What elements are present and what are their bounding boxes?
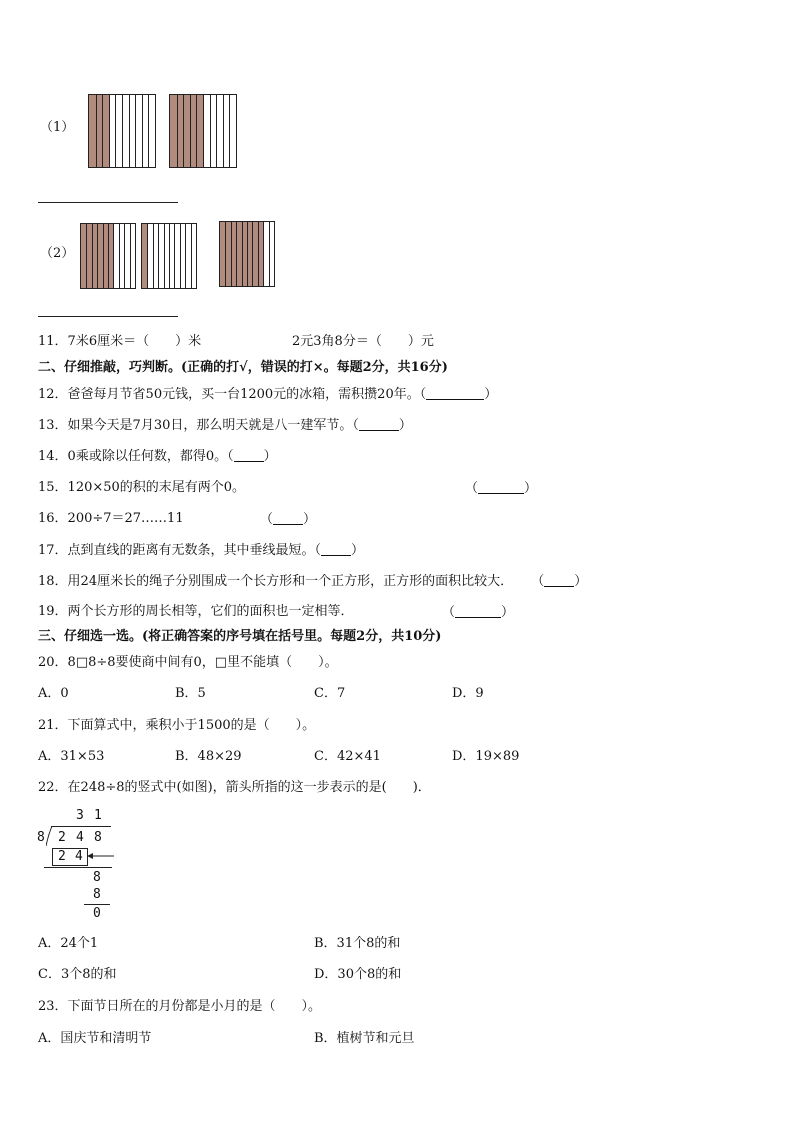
strip-divider [177, 95, 178, 167]
grid-e [219, 221, 275, 287]
answer-line-2 [38, 316, 178, 317]
question-21-option-c[interactable]: C．42×41 [314, 749, 381, 764]
strip-divider [180, 224, 181, 288]
strip-divider [196, 95, 197, 167]
grid-b [169, 94, 237, 168]
step2-top: 8 [93, 870, 101, 885]
question-22-stem: 22．在248÷8的竖式中(如图)，箭头所指的这一步表示的是( )． [38, 780, 431, 795]
figure-1-label: （1） [40, 120, 75, 135]
question-19-text: 19．两个长方形的周长相等，它们的面积也一定相等． [38, 604, 354, 619]
strip-divider [153, 224, 154, 288]
question-20-stem: 20．8□8÷8要使商中间有0，□里不能填（ ）。 [38, 655, 338, 670]
question-13-text: 13．如果今天是7月30日，那么明天就是八一建军节。（ [38, 418, 359, 433]
step2-bottom: 8 [93, 887, 101, 902]
strip-divider [115, 95, 116, 167]
question-23-stem: 23．下面节日所在的月份都是小月的是（ ）。 [38, 999, 322, 1014]
question-19-close: ） [501, 605, 515, 620]
strip-divider [102, 95, 103, 167]
quotient-digit-1: 3 [76, 808, 84, 823]
step1-digit-1: 2 [58, 849, 66, 864]
answer-blank-12[interactable] [426, 386, 484, 400]
question-18-close: ） [574, 574, 588, 589]
strip-divider [147, 224, 148, 288]
strip-divider [86, 224, 87, 288]
question-11-right: 2元3角8分＝（ ）元 [292, 334, 434, 349]
step1-digit-2: 4 [75, 849, 83, 864]
strip-divider [119, 224, 120, 288]
question-19-open: （ [442, 605, 456, 620]
question-23-option-a[interactable]: A．国庆节和清明节 [38, 1031, 152, 1046]
question-18-text: 18．用24厘米长的绳子分别围成一个长方形和一个正方形，正方形的面积比较大． [38, 574, 514, 589]
question-22-option-c[interactable]: C．3个8的和 [38, 967, 117, 982]
strip-divider [258, 222, 259, 286]
strip-divider [122, 95, 123, 167]
strip-divider [96, 95, 97, 167]
strip-divider [103, 224, 104, 288]
strip-divider [269, 222, 270, 286]
answer-blank-13[interactable] [359, 417, 399, 431]
dividend-digit-1: 2 [58, 830, 66, 845]
strip-divider [129, 95, 130, 167]
question-21-stem: 21．下面算式中，乘积小于1500的是（ ）。 [38, 718, 316, 733]
question-16-text: 16．200÷7＝27……11 [38, 511, 184, 526]
grid-d [141, 223, 197, 289]
quotient-digit-2: 1 [94, 808, 102, 823]
question-12-text: 12．爸爸每月节省50元钱，买一台1200元的冰箱，需积攒20年。（ [38, 387, 427, 402]
grid-c [80, 223, 136, 289]
question-15-text: 15．120×50的积的末尾有两个0。 [38, 480, 246, 495]
question-23-option-b[interactable]: B．植树节和元旦 [314, 1031, 415, 1046]
arrow-left-icon [87, 851, 115, 861]
question-21-option-d[interactable]: D．19×89 [452, 749, 520, 764]
question-13 [38, 417, 412, 434]
division-line-2 [84, 904, 110, 905]
strip-divider [92, 224, 93, 288]
strip-divider [109, 95, 110, 167]
remainder: 0 [93, 906, 101, 921]
strip-divider [191, 224, 192, 288]
question-12 [38, 386, 497, 403]
divisor: 8 [37, 830, 45, 845]
shaded-region [170, 95, 203, 167]
question-22-option-a[interactable]: A．24个1 [38, 936, 99, 951]
strip-divider [135, 95, 136, 167]
question-17 [38, 542, 364, 559]
question-14-text: 14．0乘或除以任何数，都得0。（ [38, 449, 234, 464]
strip-divider [108, 224, 109, 288]
question-21-option-a[interactable]: A．31×53 [38, 749, 105, 764]
section-2-heading: 二、仔细推敲，巧判断。(正确的打√，错误的打×。每题2分，共16分) [38, 360, 448, 375]
shaded-region [89, 95, 109, 167]
grid-a [88, 94, 156, 168]
answer-line-1 [38, 202, 178, 203]
question-20-option-b[interactable]: B．5 [175, 686, 206, 701]
answer-blank-14[interactable] [234, 448, 264, 462]
strip-divider [236, 222, 237, 286]
question-17-close: ） [351, 543, 365, 558]
strip-divider [203, 95, 204, 167]
strip-divider [242, 222, 243, 286]
question-19-answer [442, 604, 514, 621]
dividend-digit-2: 4 [76, 830, 84, 845]
question-18-open: （ [531, 574, 545, 589]
question-14-close: ） [263, 449, 277, 464]
strip-divider [148, 95, 149, 167]
question-15-close: ） [524, 481, 538, 496]
division-bracket [46, 826, 54, 846]
strip-divider [185, 224, 186, 288]
strip-divider [225, 222, 226, 286]
division-top-bar [51, 826, 111, 827]
strip-divider [113, 224, 114, 288]
strip-divider [229, 95, 230, 167]
dividend-digit-3: 8 [94, 830, 102, 845]
division-line-1 [44, 867, 112, 868]
question-14 [38, 448, 277, 465]
strip-divider [97, 224, 98, 288]
strip-divider [124, 224, 125, 288]
answer-blank-18[interactable] [544, 573, 574, 587]
question-16-close: ） [303, 512, 317, 527]
answer-blank-15[interactable] [478, 480, 524, 494]
strip-divider [174, 224, 175, 288]
answer-blank-17[interactable] [321, 542, 351, 556]
strip-divider [247, 222, 248, 286]
strip-divider [263, 222, 264, 286]
question-22-option-d[interactable]: D．30个8的和 [314, 967, 402, 982]
question-11-left: 11．7米6厘米＝（ ）米 [38, 334, 202, 349]
question-12-close: ） [484, 387, 498, 402]
question-18 [38, 573, 587, 590]
strip-divider [223, 95, 224, 167]
strip-divider [158, 224, 159, 288]
strip-divider [142, 95, 143, 167]
strip-divider [183, 95, 184, 167]
strip-divider [252, 222, 253, 286]
strip-divider [231, 222, 232, 286]
question-20-option-a[interactable]: A．0 [38, 686, 69, 701]
question-16-answer [260, 511, 316, 528]
question-22-option-b[interactable]: B．31个8的和 [314, 936, 401, 951]
question-20-option-c[interactable]: C．7 [314, 686, 346, 701]
section-3-heading: 三、仔细选一选。(将正确答案的序号填在括号里。每题2分，共10分) [38, 629, 442, 644]
strip-divider [190, 95, 191, 167]
question-20-option-d[interactable]: D．9 [452, 686, 484, 701]
strip-divider [164, 224, 165, 288]
strip-divider [210, 95, 211, 167]
question-16-open: （ [260, 512, 274, 527]
strip-divider [169, 224, 170, 288]
question-17-text: 17．点到直线的距离有无数条，其中垂线最短。（ [38, 543, 322, 558]
figure-2-label: （2） [40, 246, 75, 261]
strip-divider [130, 224, 131, 288]
question-15-open: （ [465, 481, 479, 496]
question-21-option-b[interactable]: B．48×29 [175, 749, 242, 764]
question-15-answer [465, 480, 537, 497]
question-13-close: ） [398, 418, 412, 433]
answer-blank-19[interactable] [455, 604, 501, 618]
strip-divider [216, 95, 217, 167]
answer-blank-16[interactable] [273, 511, 303, 525]
